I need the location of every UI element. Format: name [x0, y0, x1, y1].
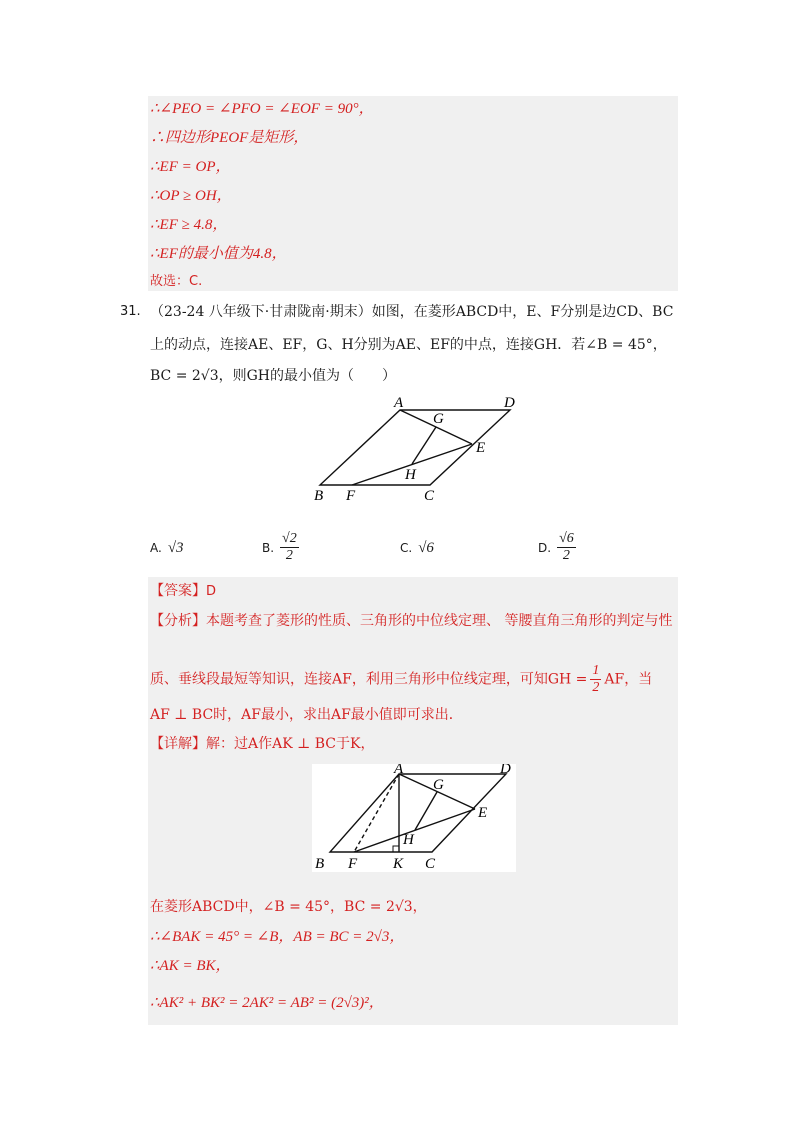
answer-block — [148, 577, 678, 1025]
question-number: 31. — [120, 304, 141, 319]
detail-step: ∴AK = BK， — [150, 958, 231, 974]
option-d[interactable] — [538, 531, 576, 564]
label-E: E — [478, 805, 488, 821]
answer-tag: 【答案】 — [150, 583, 206, 599]
label-D: D — [500, 764, 511, 777]
label-C: C — [425, 856, 436, 872]
question-text-line: （23-24 八年级下·甘肃陇南·期末）如图，在菱形ABCD中，E、F分别是边CD、BC — [150, 304, 674, 320]
solution-line: ∴四边形PEOF是矩形， — [150, 130, 309, 146]
detail-tag: 【详解】 — [150, 736, 206, 752]
label-C: C — [424, 488, 435, 504]
option-c[interactable] — [400, 540, 434, 557]
label-F: F — [348, 856, 358, 872]
analysis-text: AF，当 — [604, 671, 653, 688]
answer-value: D — [206, 584, 217, 599]
label-F: F — [346, 488, 356, 504]
option-d-denominator: 2 — [562, 548, 570, 563]
option-b-letter: B. — [262, 540, 275, 555]
solution-line: ∴∠PEO = ∠PFO = ∠EOF = 90°， — [150, 101, 374, 117]
detail-step: ∴∠BAK = 45° = ∠B，AB = BC = 2√3， — [150, 929, 405, 945]
detail-step: ∴AK² + BK² = 2AK² = AB² = (2√3)²， — [150, 995, 384, 1011]
answer-line — [150, 581, 216, 602]
solution-line: ∴EF = OP， — [150, 159, 231, 175]
label-K: K — [393, 856, 404, 872]
rhombus-figure-with-altitude — [312, 764, 516, 872]
analysis-line — [150, 611, 672, 631]
solution-line: 故选：C. — [150, 274, 203, 289]
option-b[interactable] — [262, 531, 299, 564]
solution-line: ∴OP ≥ OH， — [150, 188, 232, 204]
option-a-value: √3 — [167, 540, 184, 556]
label-D: D — [504, 395, 515, 411]
option-c-value: √6 — [418, 540, 434, 556]
analysis-text: 质、垂线段最短等知识，连接AF，利用三角形中位线定理，可知GH = — [150, 671, 588, 688]
label-B: B — [314, 488, 324, 504]
question-text-line: BC = 2√3，则GH的最小值为（ ） — [150, 368, 397, 384]
rhombus-figure — [300, 390, 540, 510]
label-G: G — [433, 777, 444, 793]
option-a-letter: A. — [150, 541, 162, 555]
option-d-numerator: √6 — [559, 531, 574, 546]
label-A: A — [394, 395, 404, 411]
label-G: G — [433, 411, 444, 427]
previous-solution-block — [148, 96, 678, 291]
analysis-text: 本题考查了菱形的性质、三角形的中位线定理、 等腰直角三角形的判定与性 — [206, 613, 673, 629]
detail-step: 在菱形ABCD中，∠B = 45°，BC = 2√3， — [150, 899, 427, 915]
right-angle-mark — [393, 846, 399, 852]
label-H: H — [405, 467, 416, 483]
solution-line: ∴EF的最小值为4.8， — [150, 246, 287, 262]
label-H: H — [403, 832, 414, 848]
solution-line: ∴EF ≥ 4.8， — [150, 217, 228, 233]
option-a[interactable] — [150, 540, 184, 557]
figure2-panel — [312, 764, 516, 872]
segment-GH — [412, 427, 436, 464]
label-E: E — [476, 440, 486, 456]
label-A: A — [394, 764, 404, 777]
option-c-letter: C. — [400, 541, 413, 555]
option-b-numerator: √2 — [282, 531, 297, 546]
fraction-numerator: 1 — [592, 663, 600, 678]
analysis-line: AF ⊥ BC时，AF最小，求出AF最小值即可求出． — [150, 707, 463, 723]
option-d-letter: D. — [538, 540, 552, 555]
label-B: B — [315, 856, 325, 872]
detail-text: 解：过A作AK ⊥ BC于K， — [206, 736, 375, 752]
segment-AF-dashed — [354, 774, 399, 852]
option-b-denominator: 2 — [285, 548, 293, 563]
detail-line — [150, 734, 374, 754]
analysis-tag: 【分析】 — [150, 613, 206, 629]
segment-EF — [354, 809, 475, 852]
fraction-denominator: 2 — [592, 680, 600, 695]
question-text-line: 上的动点，连接AE、EF，G、H分别为AE、EF的中点，连接GH．若∠B = 45°， — [150, 337, 667, 353]
analysis-line — [150, 663, 652, 696]
